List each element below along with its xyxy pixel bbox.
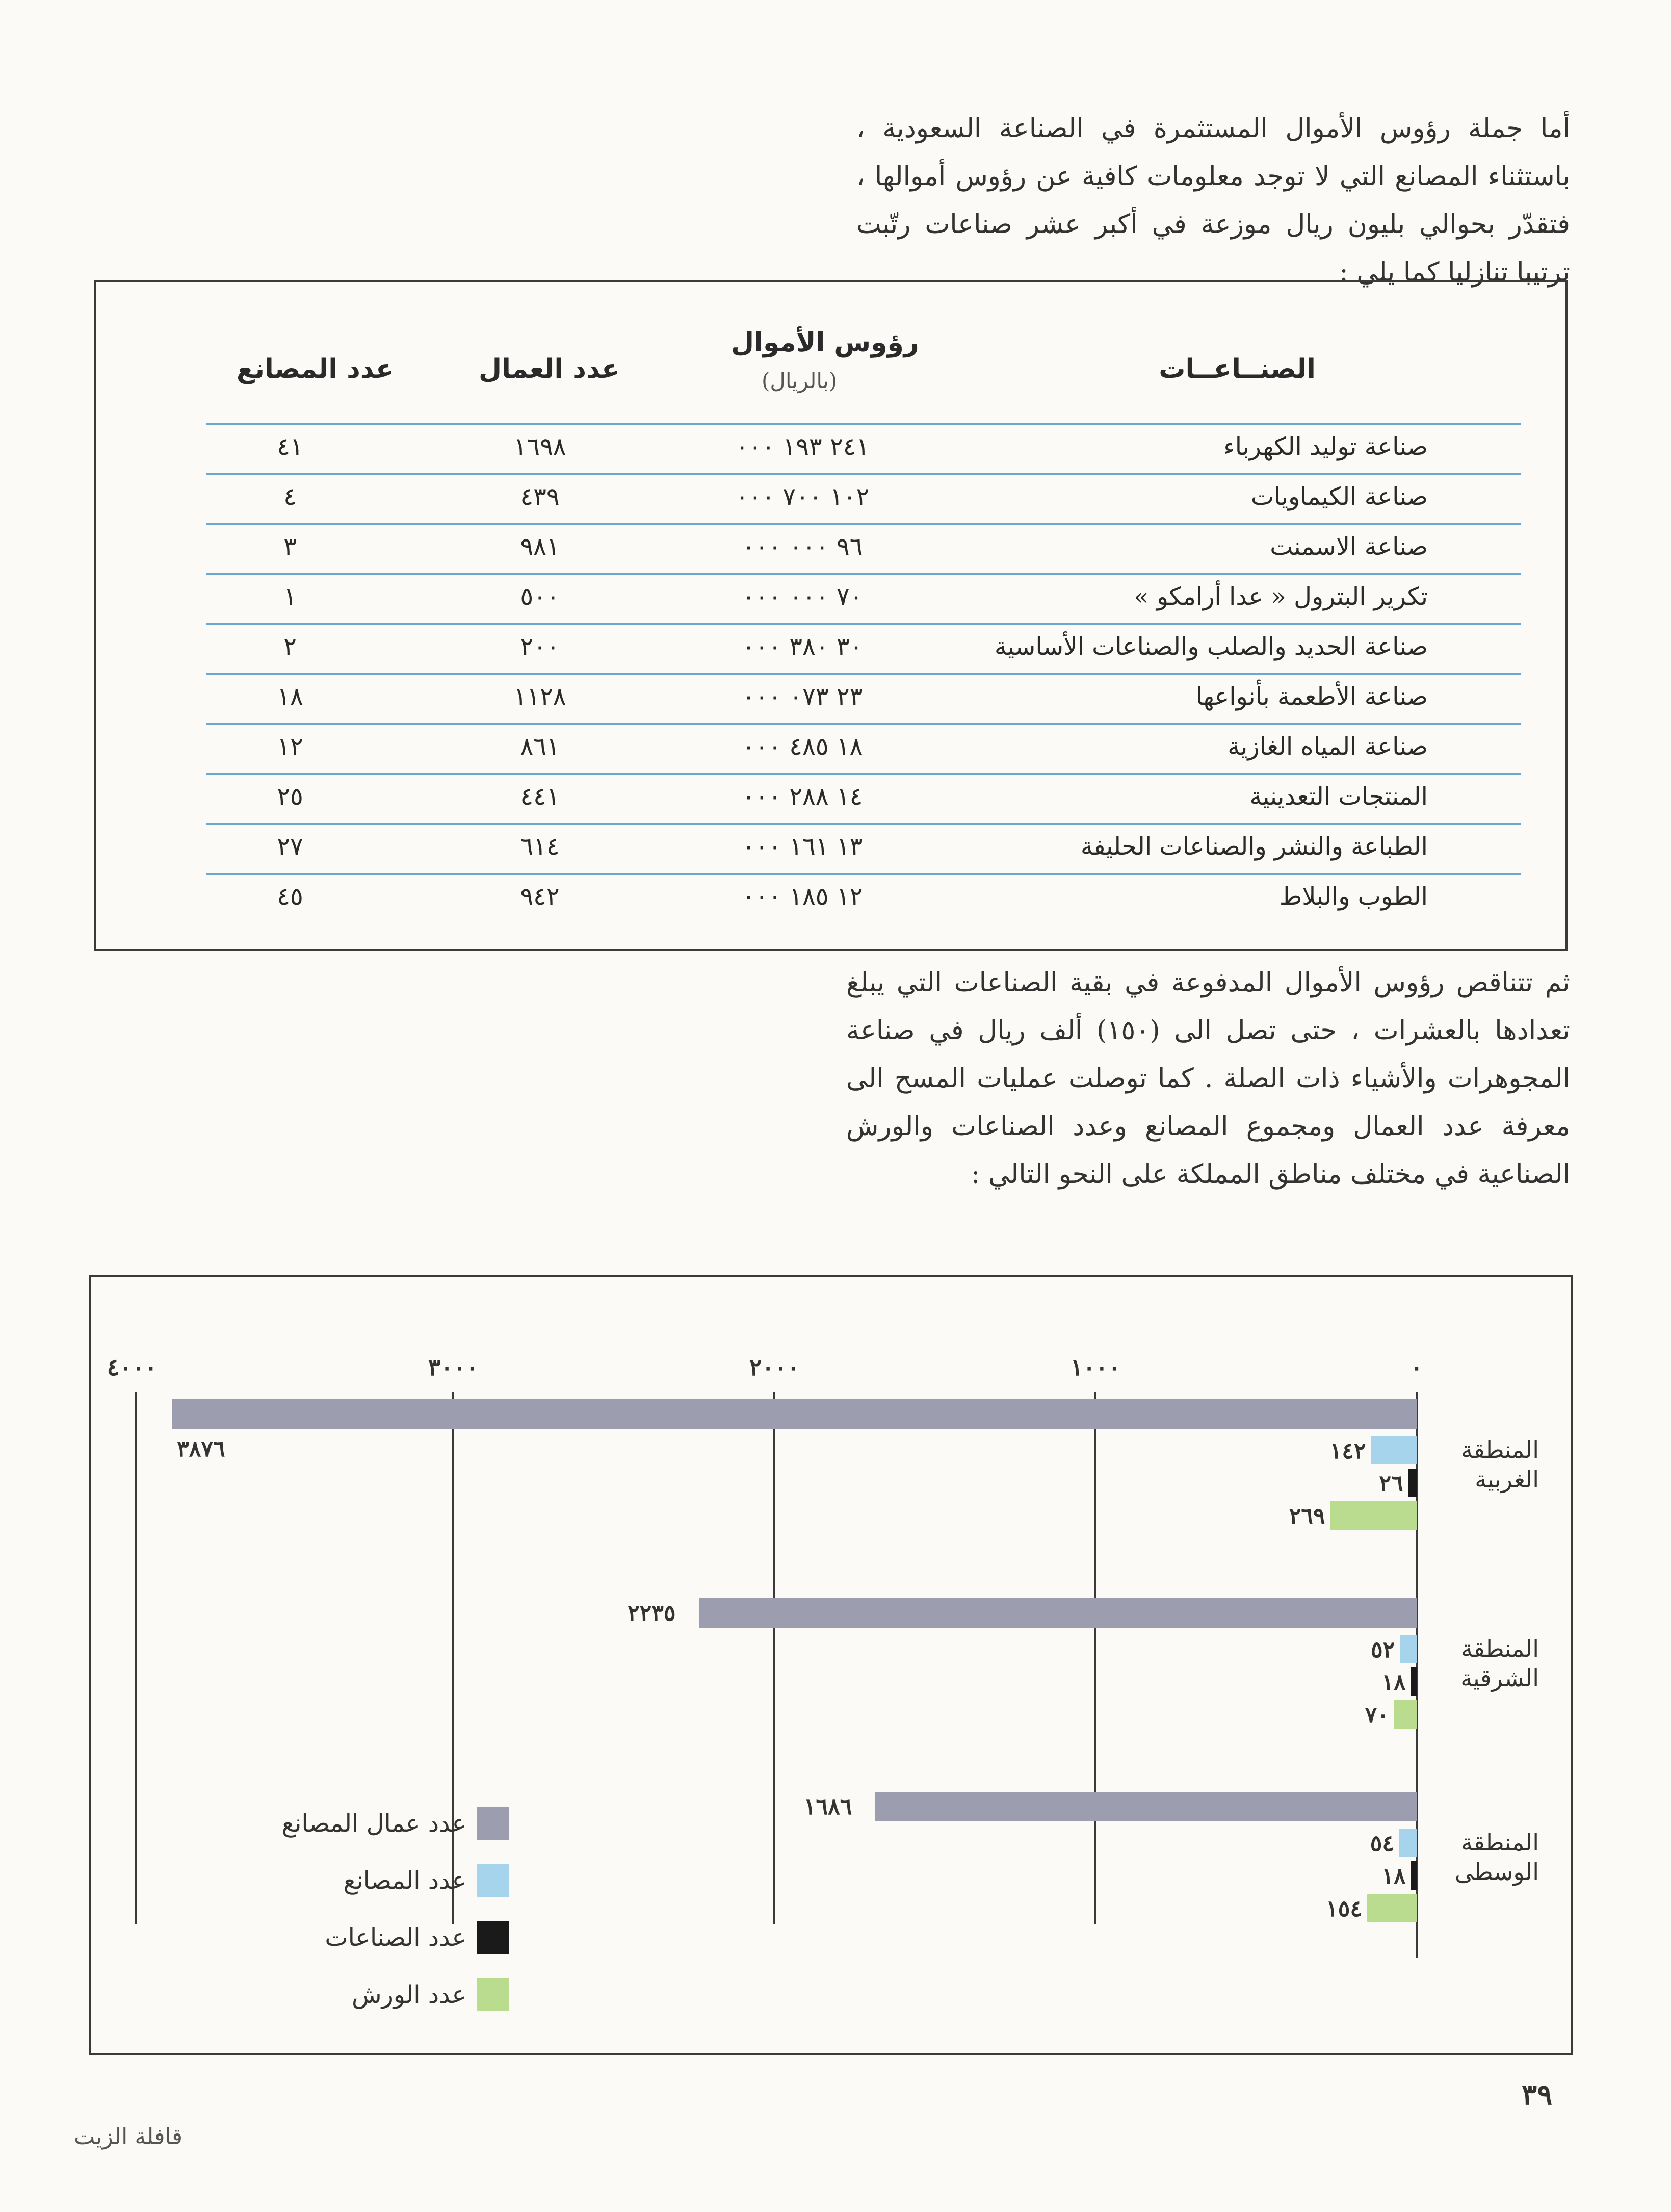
header-factories: عدد المصانع: [237, 354, 394, 384]
capital-value: ٧٠ ٠٠٠ ٠٠٠: [742, 582, 863, 611]
industry-name: الطباعة والنشر والصناعات الحليفة: [1080, 832, 1428, 861]
bar-workers: [875, 1792, 1417, 1821]
x-gridline: [1094, 1392, 1096, 1924]
workers-value: ١٦٩٨: [513, 432, 566, 461]
legend-label: عدد المصانع: [343, 1866, 466, 1895]
bar-factories: [1371, 1436, 1417, 1464]
x-tick-label: ٢٠٠٠: [749, 1353, 800, 1381]
regions-bar-chart: [89, 1275, 1573, 2055]
workers-value: ٩٨١: [520, 532, 560, 561]
x-tick-label: ٤٠٠٠: [107, 1353, 158, 1381]
capital-value: ٣٠ ٣٨٠ ٠٠٠: [742, 632, 863, 661]
legend-label: عدد عمال المصانع: [281, 1809, 466, 1838]
industry-name: صناعة الاسمنت: [1270, 532, 1428, 561]
bar-label-industries: ٢٦: [1379, 1471, 1403, 1497]
bar-label-factories: ٥٤: [1370, 1831, 1394, 1857]
second-paragraph: ثم تتناقص رؤوس الأموال المدفوعة في بقية الصناعات التي يبلغ تعدادها بالعشرات ، حتى تصل الى (١٥٠) ألف ريال في صناعة المجوهرات والأشياء ذات الصلة . كما توصلت عمليات المسح الى معرفة عدد العمال ومجموع المصانع وعدد الصناعات والورش الصناعية في مختلف مناطق المملكة على النحو التالي :: [846, 967, 1571, 1190]
industry-name: تكرير البترول « عدا أرامكو »: [1134, 582, 1428, 611]
industry-name: صناعة توليد الكهرباء: [1223, 432, 1428, 461]
capital-value: ١٨ ٤٨٥ ٠٠٠: [742, 732, 863, 761]
industry-name: صناعة المياه الغازية: [1228, 732, 1428, 761]
industry-name: صناعة الأطعمة بأنواعها: [1195, 682, 1428, 711]
header-capital: رؤوس الأموال: [731, 327, 919, 358]
factories-value: ٤١: [277, 432, 303, 461]
industry-name: الطوب والبلاط: [1279, 882, 1428, 911]
industry-name: صناعة الكيماويات: [1250, 482, 1428, 511]
legend-item: [183, 1921, 509, 1954]
row-divider: [206, 423, 1521, 425]
factories-value: ٢٧: [277, 832, 303, 861]
legend-item: [183, 1978, 509, 2011]
workers-value: ٥٠٠: [520, 582, 560, 611]
bar-workshops: [1394, 1700, 1417, 1729]
industry-name: المنتجات التعدينية: [1249, 782, 1428, 811]
factories-value: ٢٥: [277, 782, 303, 811]
bar-industries: [1411, 1667, 1417, 1696]
bar-label-industries: ١٨: [1381, 1669, 1406, 1695]
row-divider: [206, 673, 1521, 675]
legend-label: عدد الورش: [352, 1980, 466, 2009]
bar-label-workers: ١٦٨٦: [803, 1794, 852, 1820]
row-divider: [206, 573, 1521, 575]
x-tick-label: ٠: [1410, 1353, 1423, 1381]
factories-value: ٤٥: [277, 882, 303, 911]
bar-workshops: [1330, 1501, 1417, 1530]
capital-value: ١٣ ١٦١ ٠٠٠: [742, 832, 863, 861]
capital-value: ٢٤١ ١٩٣ ٠٠٠: [735, 432, 870, 461]
legend-swatch: [477, 1807, 509, 1840]
factories-value: ١٢: [277, 732, 303, 761]
bar-label-workshops: ٢٦٩: [1289, 1503, 1325, 1529]
row-divider: [206, 723, 1521, 725]
bar-industries: [1411, 1861, 1417, 1890]
footer-title: قافلة الزيت: [74, 2124, 182, 2150]
bar-label-workers: ٢٢٣٥: [627, 1600, 676, 1626]
workers-value: ٨٦١: [520, 732, 560, 761]
x-tick-label: ٣٠٠٠: [428, 1353, 479, 1381]
row-divider: [206, 823, 1521, 825]
row-divider: [206, 523, 1521, 525]
legend-item: [183, 1807, 509, 1840]
workers-value: ٩٤٢: [520, 882, 560, 911]
bar-label-industries: ١٨: [1381, 1863, 1406, 1889]
row-divider: [206, 873, 1521, 875]
bar-workers: [172, 1399, 1417, 1429]
bar-label-factories: ١٤٢: [1329, 1438, 1366, 1464]
legend-swatch: [477, 1921, 509, 1954]
page-number: ٣٩: [1522, 2078, 1553, 2112]
industry-name: صناعة الحديد والصلب والصناعات الأساسية: [994, 632, 1428, 661]
bar-workers: [699, 1598, 1417, 1628]
header-industry: الصنــاعــات: [1159, 354, 1316, 384]
legend-item: [183, 1864, 509, 1897]
workers-value: ٢٠٠: [520, 632, 560, 661]
workers-value: ١١٢٨: [513, 682, 566, 711]
bar-industries: [1408, 1469, 1417, 1497]
region-label: المنطقة الوسطى: [1454, 1829, 1539, 1886]
row-divider: [206, 473, 1521, 475]
x-tick-label: ١٠٠٠: [1070, 1353, 1121, 1381]
capital-value: ٩٦ ٠٠٠ ٠٠٠: [742, 532, 863, 561]
capital-value: ١٤ ٢٨٨ ٠٠٠: [742, 782, 863, 811]
region-label: المنطقة الشرقية: [1460, 1635, 1539, 1692]
workers-value: ٦١٤: [520, 832, 560, 861]
bar-factories: [1399, 1829, 1417, 1857]
capital-value: ١٢ ١٨٥ ٠٠٠: [742, 882, 863, 911]
left-axis-line: [135, 1392, 137, 1924]
x-gridline: [452, 1392, 454, 1924]
legend-swatch: [477, 1978, 509, 2011]
workers-value: ٤٣٩: [520, 482, 560, 511]
bar-label-workshops: ١٥٤: [1326, 1896, 1362, 1922]
bar-workshops: [1367, 1894, 1417, 1922]
header-capital-unit: (بالريال): [762, 368, 838, 393]
bar-factories: [1400, 1635, 1417, 1663]
bar-label-workers: ٣٨٧٦: [177, 1436, 225, 1462]
region-label: المنطقة الغربية: [1461, 1436, 1539, 1493]
factories-value: ١: [283, 582, 297, 611]
capital-value: ١٠٢ ٧٠٠ ٠٠٠: [735, 482, 870, 511]
intro-paragraph: أما جملة رؤوس الأموال المستثمرة في الصناعة السعودية ، باستثناء المصانع التي لا توجد معلومات كافية عن رؤوس أموالها ، فتقدّر بحوالي بليون ريال موزعة في أكبر عشر صناعات رتّبت ترتيبا تنازليا كما يلي :: [856, 113, 1570, 288]
factories-value: ٢: [283, 632, 297, 661]
factories-value: ٤: [283, 482, 297, 511]
factories-value: ٣: [283, 532, 297, 561]
bar-label-workshops: ٧٠: [1365, 1702, 1389, 1728]
factories-value: ١٨: [277, 682, 303, 711]
industries-table: [94, 280, 1568, 951]
bar-label-factories: ٥٢: [1370, 1637, 1395, 1663]
row-divider: [206, 623, 1521, 625]
workers-value: ٤٤١: [520, 782, 560, 811]
header-workers: عدد العمال: [479, 354, 620, 384]
x-gridline: [773, 1392, 775, 1924]
legend-label: عدد الصناعات: [325, 1923, 466, 1952]
row-divider: [206, 773, 1521, 775]
legend-swatch: [477, 1864, 509, 1897]
capital-value: ٢٣ ٠٧٣ ٠٠٠: [742, 682, 863, 711]
